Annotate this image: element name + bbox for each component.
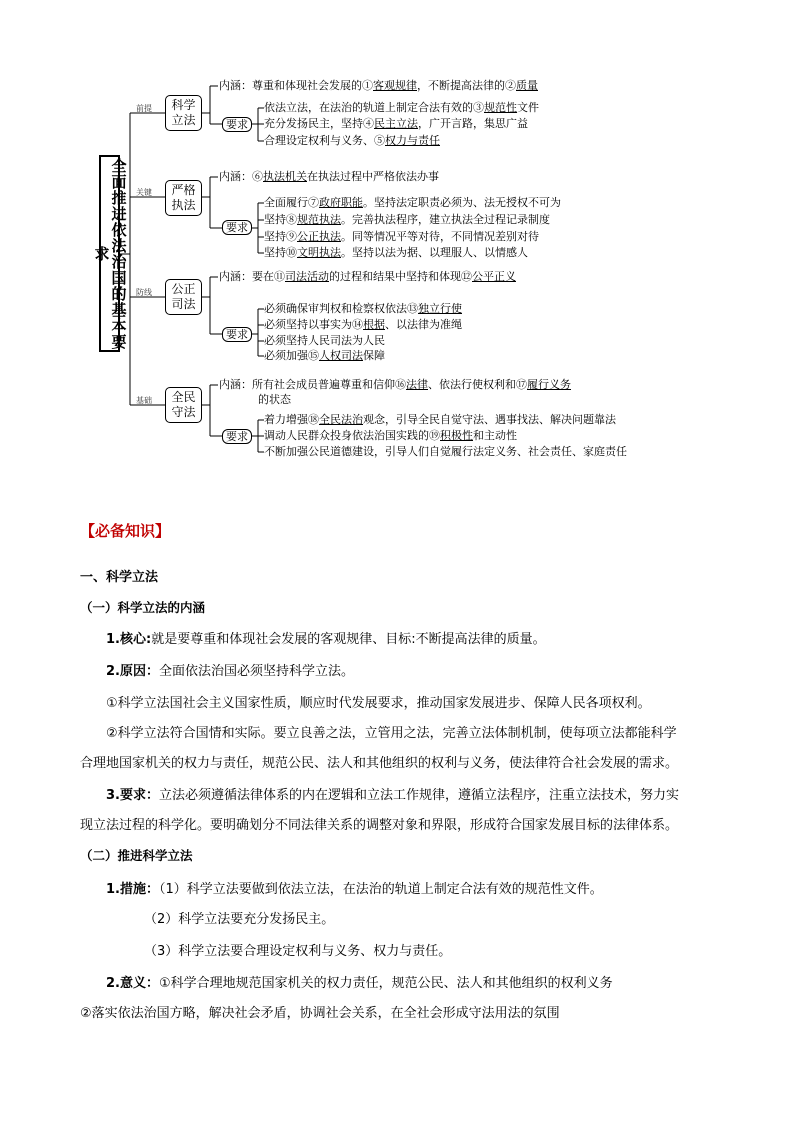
requirement-item: 合理设定权利与义务、⑤权力与责任	[264, 134, 440, 147]
paragraph-reason-1: ①科学立法国社会主义国家性质，顺应时代发展要求，推动国家发展进步、保障人民各项权利。	[106, 696, 651, 711]
connotation-line: 内涵：⑥执法机关在执法过程中严格依法办事	[219, 170, 439, 183]
measure-2: （2）科学立法要充分发扬民主。	[144, 912, 335, 927]
requirement-box: 要求	[222, 327, 252, 342]
paragraph-core: 1.核心:就是要尊重和体现社会发展的客观规律、目标:不断提高法律的质量。	[106, 632, 546, 647]
paragraph-reason-2: ②科学立法符合国情和实际。要立良善之法，立管用之法，完善立法体制机制，使每项立法都能科学	[106, 726, 677, 741]
measure-1: 1.措施：（1）科学立法要做到依法立法，在法治的轨道上制定合法有效的规范性文件。	[106, 882, 603, 897]
requirement-box: 要求	[222, 429, 252, 444]
connotation-line: 内涵：所有社会成员普遍尊重和信仰⑯法律、依法行使权利和⑰履行义务	[219, 378, 571, 391]
branch-tag: 前提	[136, 104, 152, 113]
paragraph-requirement: 3.要求：立法必须遵循法律体系的内在逻辑和立法工作规律，遵循立法程序，注重立法技术，努力实	[106, 788, 679, 803]
requirement-item: 必须坚持以事实为⑭根据、以法律为准绳	[264, 318, 462, 331]
requirement-item: 依法立法，在法治的轨道上制定合法有效的③规范性文件	[264, 101, 539, 114]
connotation-line: 内涵：要在⑪司法活动的过程和结果中坚持和体现⑫公平正义	[219, 270, 516, 283]
paragraph-reason: 2.原因：全面依法治国必须坚持科学立法。	[106, 664, 354, 679]
connotation-line-2: 的状态	[258, 393, 291, 406]
branch-tag: 基础	[136, 396, 152, 405]
heading-1: 一、科学立法	[80, 570, 159, 585]
measure-3: （3）科学立法要合理设定权利与义务、权力与责任。	[144, 944, 452, 959]
paragraph-requirement-cont: 现立法过程的科学化。要明确划分不同法律关系的调整对象和界限，形成符合国家发展目标的法律体系。	[80, 818, 679, 833]
mindmap-root: 全面推进依法治国的基本要求	[99, 155, 120, 352]
significance-1: 2.意义：①科学合理地规范国家机关的权力责任，规范公民、法人和其他组织的权利义务	[106, 976, 613, 991]
branch-tag: 防线	[136, 288, 152, 297]
branch-tag: 关键	[136, 188, 152, 197]
paragraph-reason-2-cont: 合理地国家机关的权力与责任，规范公民、法人和其他组织的权利与义务，使法律符合社会发展的需求。	[80, 756, 679, 771]
node-fair-justice: 公正司法	[165, 279, 202, 315]
requirement-item: 全面履行⑦政府职能。坚持法定职责必须为、法无授权不可为	[264, 196, 561, 209]
requirement-item: 坚持⑩文明执法。坚持以法为据、以理服人、以情感人	[264, 246, 528, 259]
node-law-abiding: 全民守法	[165, 387, 202, 423]
connotation-line: 内涵：尊重和体现社会发展的①客观规律，不断提高法律的②质量	[219, 79, 538, 92]
requirement-item: 必须确保审判权和检察权依法⑬独立行使	[264, 302, 462, 315]
requirement-box: 要求	[222, 117, 252, 132]
subheading: （一）科学立法的内涵	[80, 600, 206, 615]
requirement-item: 必须加强⑮人权司法保障	[264, 349, 385, 362]
subheading: （二）推进科学立法	[80, 848, 193, 863]
requirement-item: 着力增强⑱全民法治观念，引导全民自觉守法、遇事找法、解决问题靠法	[264, 413, 616, 426]
requirement-item: 坚持⑧规范执法。完善执法程序，建立执法全过程记录制度	[264, 213, 550, 226]
requirement-box: 要求	[222, 220, 252, 235]
node-scientific-legislation: 科学立法	[165, 95, 202, 131]
requirement-item: 必须坚持人民司法为人民	[264, 334, 385, 347]
node-strict-enforcement: 严格执法	[165, 180, 202, 216]
significance-2: ②落实依法治国方略，解决社会矛盾，协调社会关系，在全社会形成守法用法的氛围	[80, 1006, 560, 1021]
requirement-item: 调动人民群众投身依法治国实践的⑲积极性和主动性	[264, 429, 517, 442]
section-title: 【必备知识】	[80, 522, 171, 540]
requirement-item: 充分发扬民主，坚持④民主立法，广开言路，集思广益	[264, 117, 528, 130]
requirement-item: 坚持⑨公正执法。同等情况平等对待，不同情况差别对待	[264, 230, 539, 243]
requirement-item: 不断加强公民道德建设，引导人们自觉履行法定义务、社会责任、家庭责任	[264, 445, 627, 458]
